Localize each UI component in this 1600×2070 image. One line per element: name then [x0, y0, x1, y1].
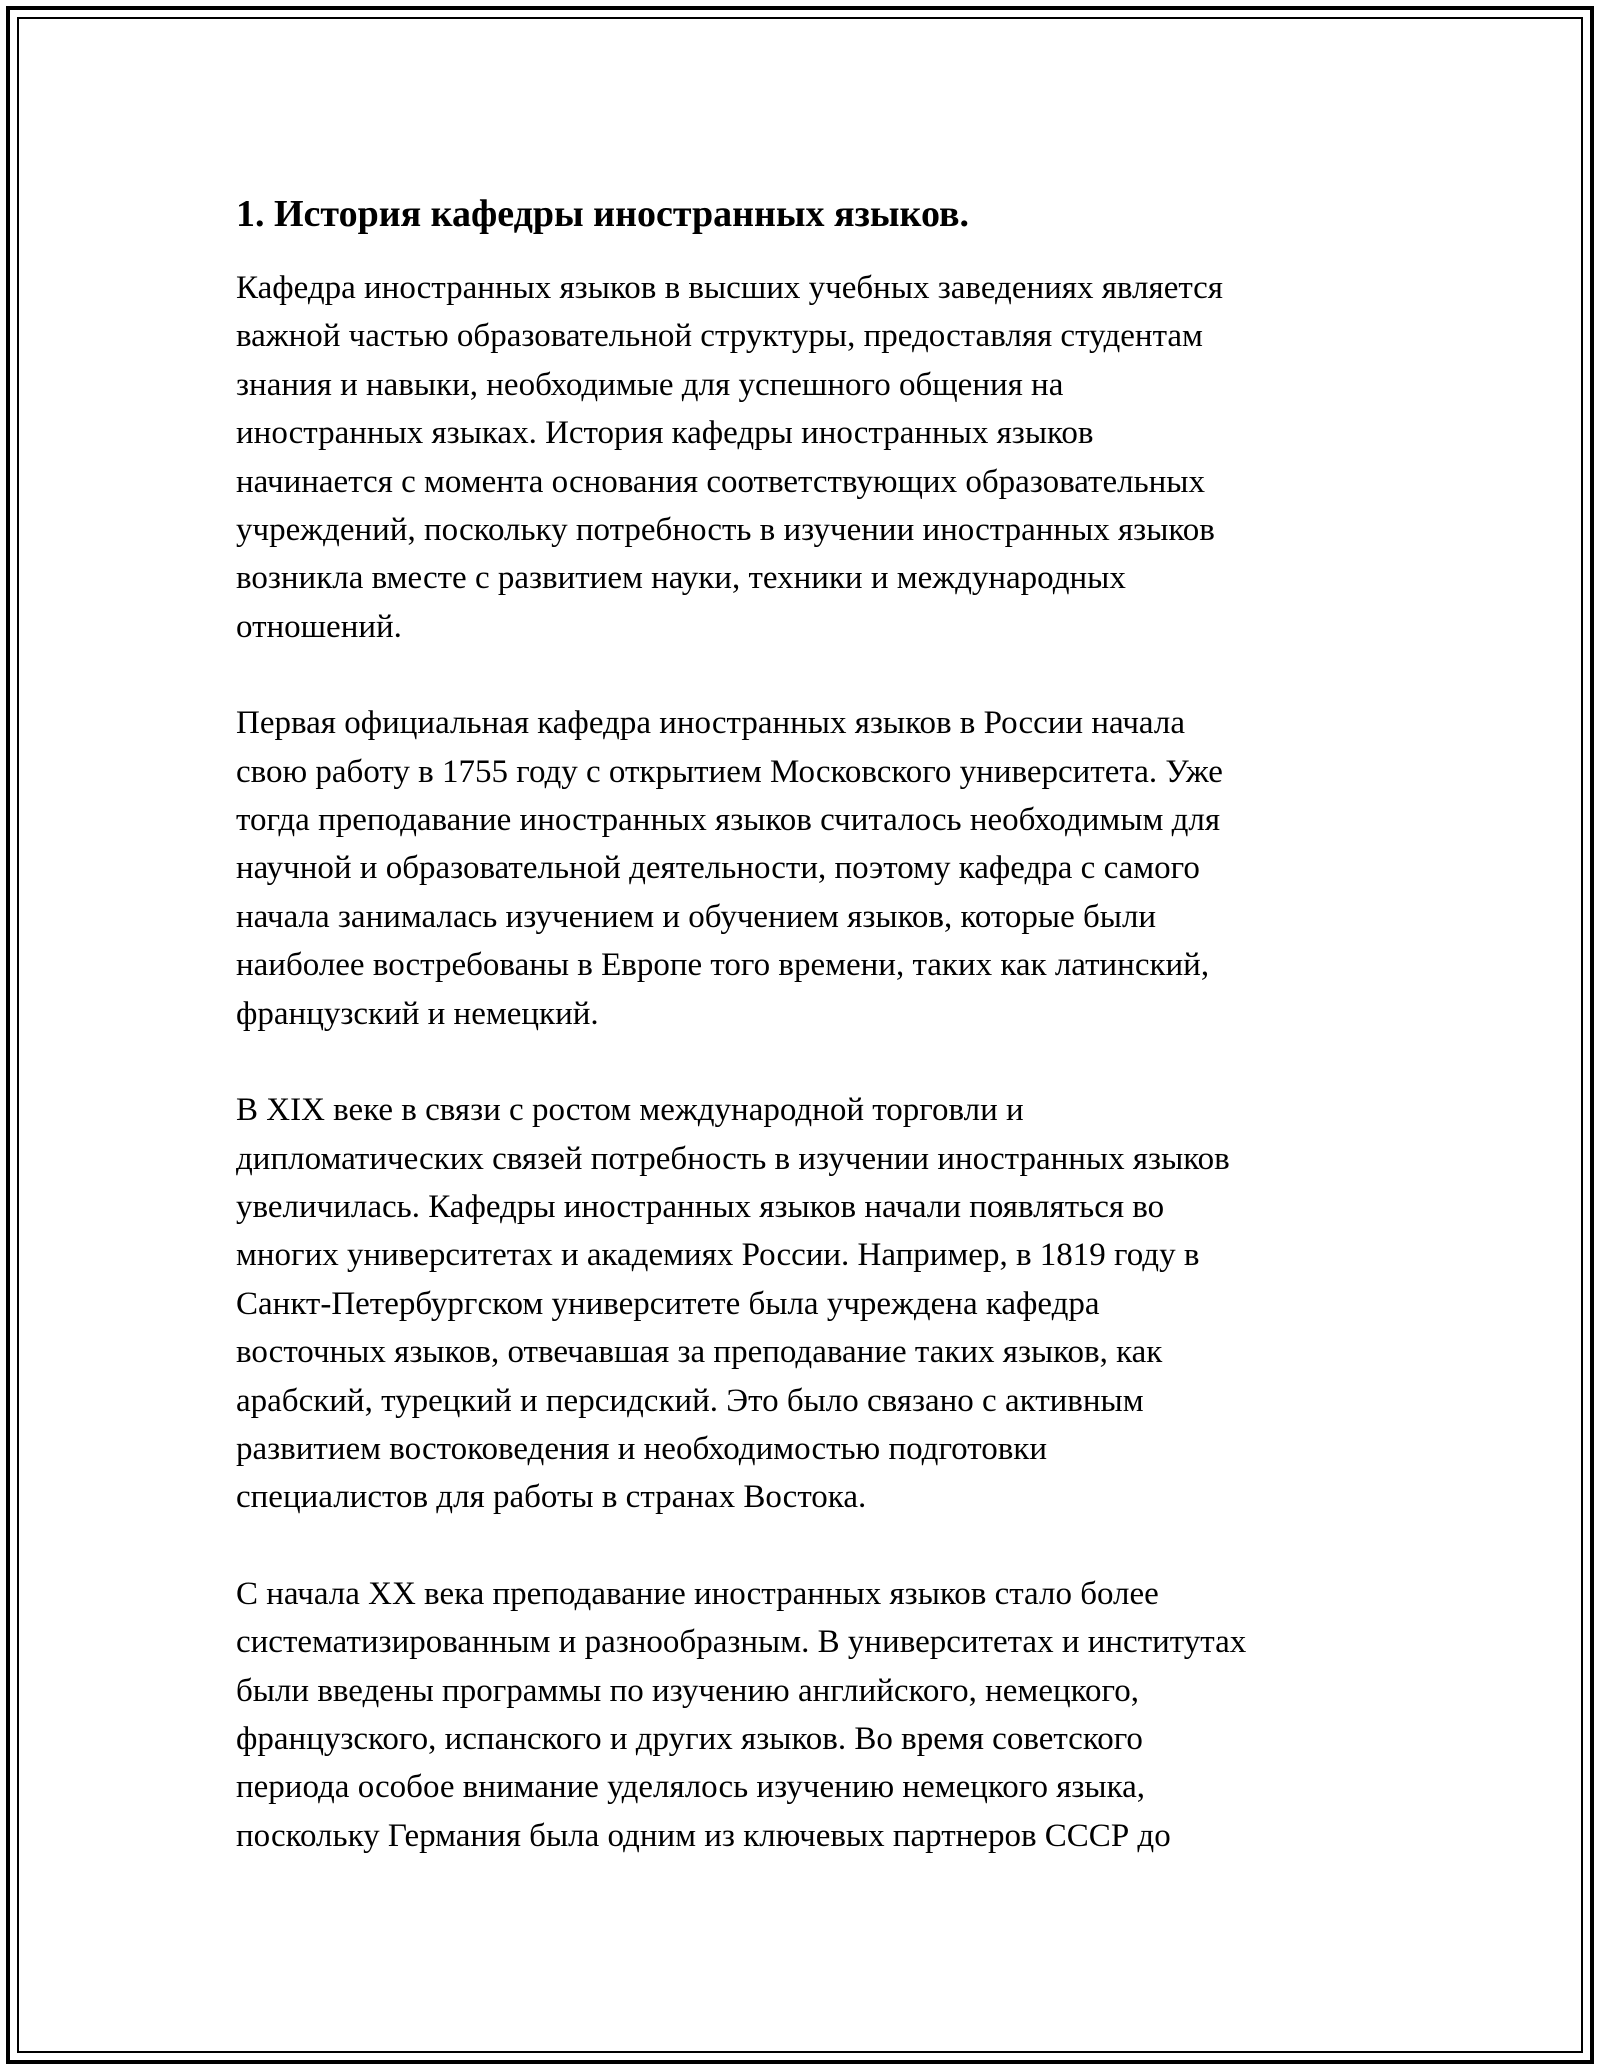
text-line: систематизированным и разнообразным. В университетах и институтах	[236, 1624, 1247, 1661]
text-line: французский и немецкий.	[236, 995, 599, 1032]
text-line: Кафедра иностранных языков в высших учебных заведениях является	[236, 270, 1223, 306]
text-line: Санкт-Петербургском университете была учреждена кафедра	[236, 1285, 1100, 1322]
text-line: начала занималась изучением и обучением языков, которые были	[236, 898, 1157, 935]
text-line: начинается с момента основания соответствующих образовательных	[236, 463, 1205, 500]
text-line: дипломатических связей потребность в изучении иностранных языков	[236, 1140, 1230, 1177]
text-line: знания и навыки, необходимые для успешного общения на	[236, 366, 1064, 403]
document-body	[236, 186, 1376, 1908]
text-line: развитием востоковедения и необходимостью подготовки	[236, 1430, 1047, 1467]
text-line: поскольку Германия была одним из ключевых партнеров СССР до	[236, 1817, 1171, 1854]
text-line: увеличилась. Кафедры иностранных языков начали появляться во	[236, 1188, 1165, 1225]
text-line: иностранных языках. История кафедры иностранных языков	[236, 415, 1094, 452]
text-line: многих университетах и академиях России. Например, в 1819 году в	[236, 1237, 1200, 1274]
text-line: французского, испанского и других языков. Во время советского	[236, 1720, 1143, 1757]
text-line: отношений.	[236, 608, 402, 645]
text-line: возникла вместе с развитием науки, техники и международных	[236, 560, 1126, 597]
text-line: С начала XX века преподавание иностранных языков стало более	[236, 1575, 1159, 1612]
text-line: восточных языков, отвечавшая за преподавание таких языков, как	[236, 1334, 1163, 1371]
text-line: В XIX веке в связи с ростом международной торговли и	[236, 1092, 1024, 1129]
text-line: свою работу в 1755 году с открытием Московского университета. Уже	[236, 753, 1223, 790]
text-line: важной частью образовательной структуры, предоставляя студентам	[236, 318, 1203, 355]
paragraph-3	[236, 1086, 1376, 1522]
text-line: были введены программы по изучению английского, немецкого,	[236, 1672, 1139, 1709]
text-line: тогда преподавание иностранных языков считалось необходимым для	[236, 802, 1221, 839]
text-line: периода особое внимание уделялось изучению немецкого языка,	[236, 1769, 1146, 1806]
paragraph-2	[236, 699, 1376, 1038]
text-line: арабский, турецкий и персидский. Это было связано с активным	[236, 1382, 1144, 1419]
section-heading: 1. История кафедры иностранных языков.	[236, 193, 970, 235]
text-line: наиболее востребованы в Европе того времени, таких как латинский,	[236, 947, 1210, 984]
paragraph-1	[236, 264, 1376, 651]
text-line: специалистов для работы в странах Востока.	[236, 1479, 867, 1516]
text-line: научной и образовательной деятельности, поэтому кафедра с самого	[236, 850, 1200, 887]
paragraph-4	[236, 1570, 1376, 1860]
text-line: Первая официальная кафедра иностранных языков в России начала	[236, 705, 1185, 742]
text-line: учреждений, поскольку потребность в изучении иностранных языков	[236, 512, 1215, 549]
